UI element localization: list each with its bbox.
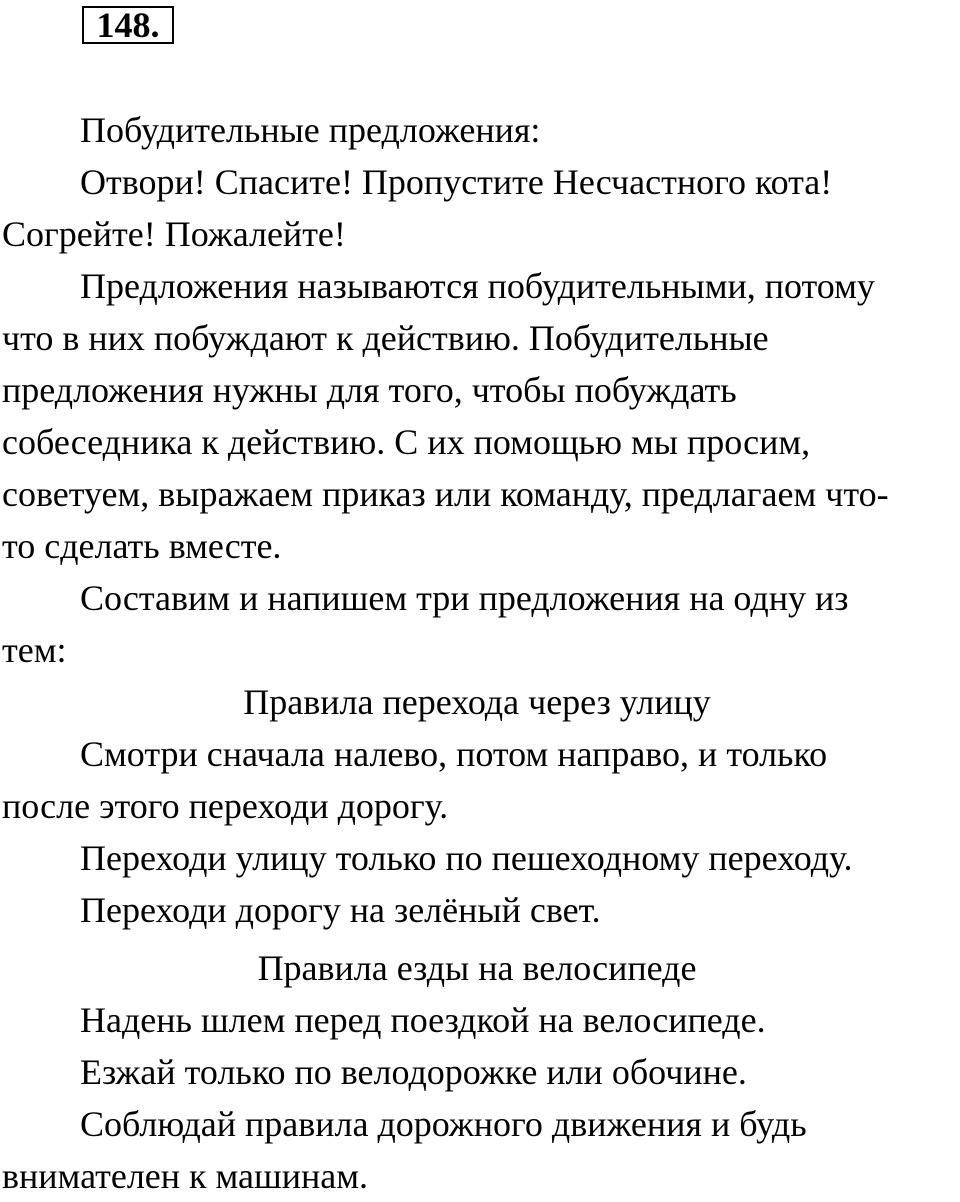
topic-2-sentence-2: Езжай только по велодорожке или обочине. bbox=[80, 1052, 747, 1092]
task-number-box: 148. bbox=[82, 6, 174, 44]
examples-line-2: Согрейте! Пожалейте! bbox=[2, 214, 346, 254]
explanation-line-3: предложения нужны для того, чтобы побуждать bbox=[2, 370, 737, 410]
topic-1-sentence-2: Переходи улицу только по пешеходному переходу. bbox=[80, 838, 853, 878]
explanation-line-2: что в них побуждают к действию. Побудительные bbox=[2, 318, 769, 358]
task-line-2: тем: bbox=[2, 630, 67, 670]
intro-heading: Побудительные предложения: bbox=[80, 110, 541, 150]
topic-1-sentence-1-line-2: после этого переходи дорогу. bbox=[2, 786, 449, 826]
topic-1-sentence-3: Переходи дорогу на зелёный свет. bbox=[80, 890, 601, 930]
topic-2-title: Правила езды на велосипеде bbox=[257, 948, 697, 988]
task-line-1: Составим и напишем три предложения на одну из bbox=[80, 578, 849, 618]
examples-line-1: Отвори! Спасите! Пропустите Несчастного кота! bbox=[80, 162, 833, 202]
topic-2-sentence-3-line-1: Соблюдай правила дорожного движения и будь bbox=[80, 1104, 807, 1144]
topic-1-title: Правила перехода через улицу bbox=[243, 682, 711, 722]
explanation-line-6: то сделать вместе. bbox=[2, 526, 282, 566]
topic-1-sentence-1-line-1: Смотри сначала налево, потом направо, и только bbox=[80, 734, 828, 774]
document-body bbox=[2, 104, 952, 1202]
examples-paragraph-continued bbox=[2, 208, 952, 260]
examples-paragraph bbox=[2, 156, 952, 208]
explanation-line-5: советуем, выражаем приказ или команду, предлагаем что- bbox=[2, 474, 889, 514]
topic-2-sentence-3-line-2: внимателен к машинам. bbox=[2, 1156, 369, 1196]
explanation-line-1: Предложения называются побудительными, потому bbox=[80, 266, 875, 306]
explanation-line-4: собеседника к действию. С их помощью мы просим, bbox=[2, 422, 811, 462]
topic-2-sentence-1: Надень шлем перед поездкой на велосипеде. bbox=[80, 1000, 766, 1040]
